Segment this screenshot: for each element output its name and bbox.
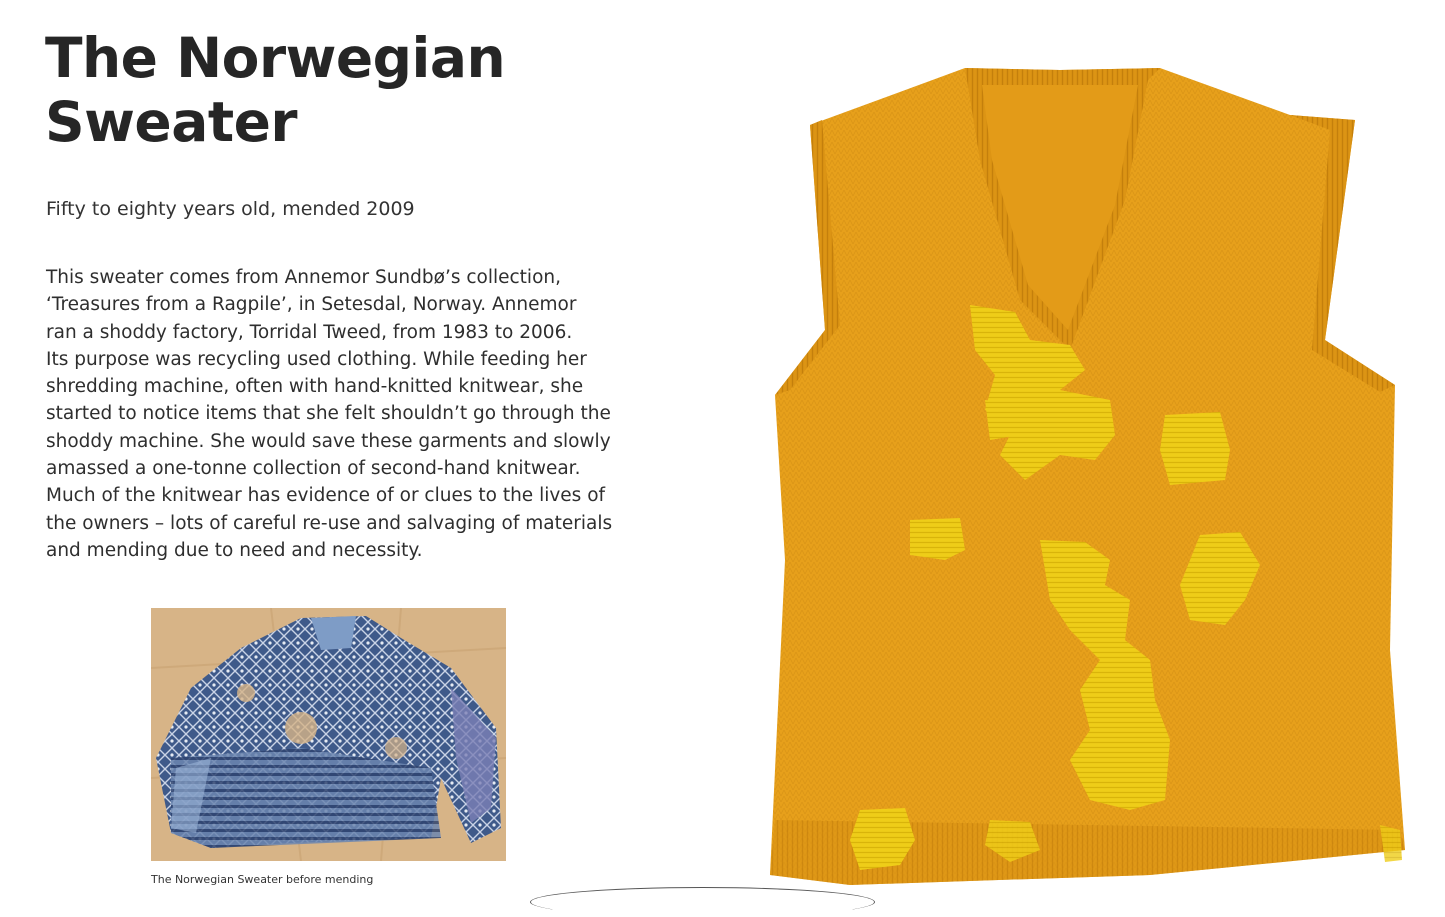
sweater-before-photo — [151, 608, 506, 861]
body-line: Much of the knitwear has evidence of or clues to the lives of — [46, 485, 606, 507]
title-line-1: The Norwegian — [45, 26, 506, 90]
body-line: amassed a one-tonne collection of second-hand knitwear. — [46, 458, 581, 480]
body-line: ran a shoddy factory, Torridal Tweed, from 1983 to 2006. — [46, 321, 573, 343]
body-paragraph — [46, 264, 646, 564]
page-title — [45, 26, 605, 154]
body-line: Its purpose was recycling used clothing. While feeding her — [46, 348, 587, 370]
body-line: started to notice items that she felt shouldn’t go through the — [46, 403, 611, 425]
decorative-arc — [530, 887, 875, 917]
body-line: shoddy machine. She would save these garments and slowly — [46, 430, 611, 452]
body-line: shredding machine, often with hand-knitted knitwear, she — [46, 376, 584, 398]
mended-vest-photo — [730, 40, 1445, 895]
body-line: the owners – lots of careful re-use and salvaging of materials — [46, 512, 613, 534]
body-line: ‘Treasures from a Ragpile’, in Setesdal, Norway. Annemor — [46, 294, 577, 316]
body-line: This sweater comes from Annemor Sundbø’s collection, — [46, 267, 561, 288]
photo-caption: The Norwegian Sweater before mending — [151, 873, 374, 886]
subtitle: Fifty to eighty years old, mended 2009 — [46, 198, 415, 220]
body-line: and mending due to need and necessity. — [46, 539, 423, 561]
title-line-2: Sweater — [45, 90, 298, 154]
